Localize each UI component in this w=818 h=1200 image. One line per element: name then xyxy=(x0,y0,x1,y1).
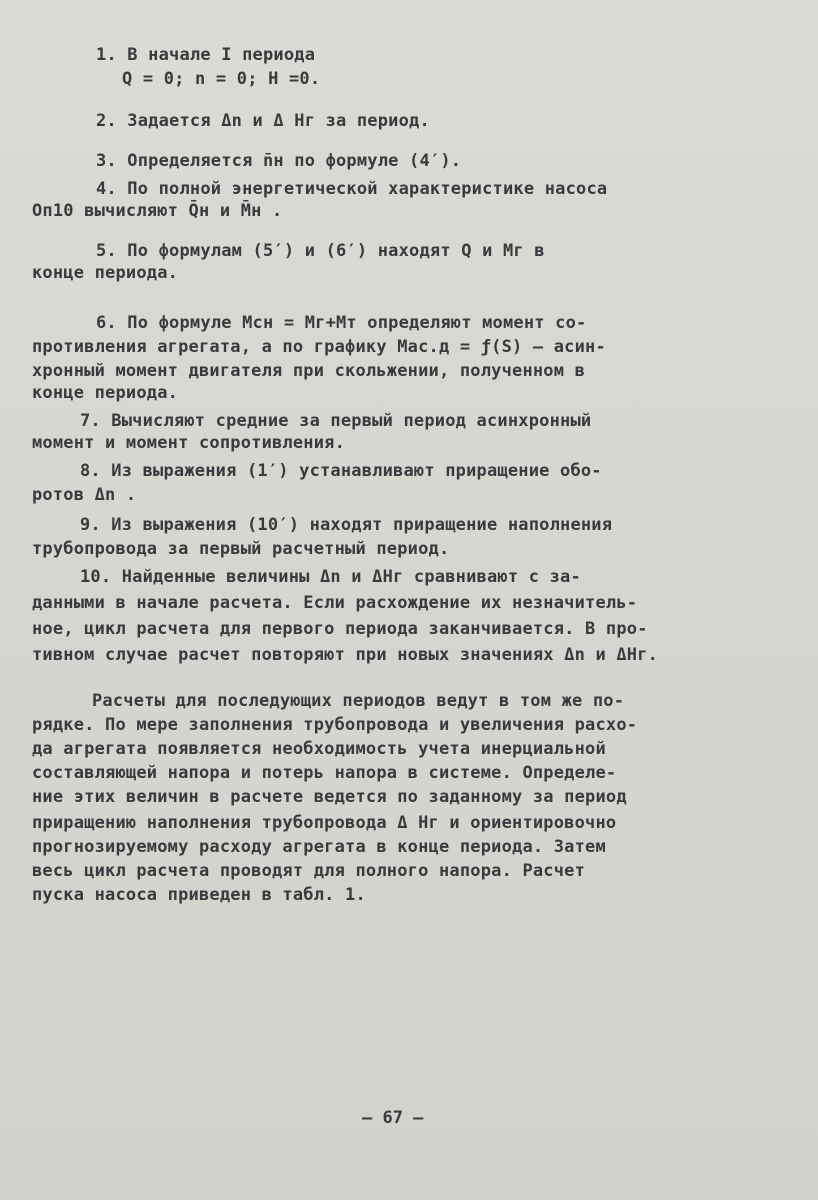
item-4-line-1: 4. По полной энергетической характеристике насоса xyxy=(96,179,608,199)
paragraph-line-2: рядке. По мере заполнения трубопровода и увеличения расхо- xyxy=(32,715,638,735)
paragraph-line-1: Расчеты для последующих периодов ведут в том же по- xyxy=(92,691,625,711)
paragraph-line-6: приращению наполнения трубопровода Δ Hг и ориентировочно xyxy=(32,813,617,833)
page-number: – 67 – xyxy=(362,1108,424,1128)
item-8-line-1: 8. Из выражения (1′) устанавливают приращение обо- xyxy=(80,461,602,481)
item-6-line-3: хронный момент двигателя при скольжении, полученном в xyxy=(32,361,586,381)
paragraph-line-7: прогнозируемому расходу агрегата в конце периода. Затем xyxy=(32,837,606,857)
item-6-line-4: конце периода. xyxy=(32,383,179,403)
item-1-line-2: Q = 0; n = 0; H =0. xyxy=(122,69,321,89)
item-10-line-2: данными в начале расчета. Если расхождение их незначитель- xyxy=(32,593,638,613)
paragraph-line-8: весь цикл расчета проводят для полного напора. Расчет xyxy=(32,861,586,881)
item-5-line-2: конце периода. xyxy=(32,263,179,283)
item-10-line-4: тивном случае расчет повторяют при новых значениях Δn и ΔHг. xyxy=(32,645,659,665)
item-10-line-1: 10. Найденные величины Δn и ΔHг сравнивают с за- xyxy=(80,567,581,587)
item-4-line-2: Оп10 вычисляют Q̄н и M̄н . xyxy=(32,201,283,221)
item-8-line-2: ротов Δn . xyxy=(32,485,137,505)
item-10-line-3: ное, цикл расчета для первого периода заканчивается. В про- xyxy=(32,619,648,639)
paragraph-line-3: да агрегата появляется необходимость учета инерциальной xyxy=(32,739,606,759)
paragraph-line-5: ние этих величин в расчете ведется по заданному за период xyxy=(32,787,627,807)
item-1-line-1: 1. В начале I периода xyxy=(96,45,316,65)
item-6-line-1: 6. По формуле Mсн = Mг+Mт определяют момент со- xyxy=(96,313,587,333)
paragraph-line-4: составляющей напора и потерь напора в системе. Определе- xyxy=(32,763,617,783)
paragraph-line-9: пуска насоса приведен в табл. 1. xyxy=(32,885,366,905)
item-6-line-2: противления агрегата, а по графику Mас.д = ƒ(S) – асин- xyxy=(32,337,606,357)
item-9-line-1: 9. Из выражения (10′) находят приращение наполнения xyxy=(80,515,613,535)
item-9-line-2: трубопровода за первый расчетный период. xyxy=(32,539,450,559)
item-5-line-1: 5. По формулам (5′) и (6′) находят Q и Mг в xyxy=(96,241,545,261)
item-7-line-1: 7. Вычисляют средние за первый период асинхронный xyxy=(80,411,592,431)
item-7-line-2: момент и момент сопротивления. xyxy=(32,433,346,453)
item-3-line-1: 3. Определяется n̄н по формуле (4′). xyxy=(96,151,462,171)
item-2-line-1: 2. Задается Δn и Δ Hг за период. xyxy=(96,111,430,131)
